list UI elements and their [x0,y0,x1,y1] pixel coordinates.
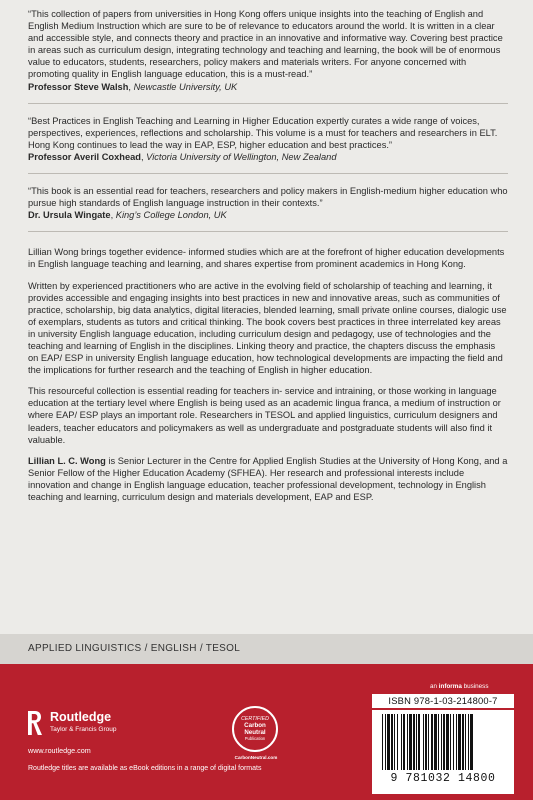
description-paragraph: Written by experienced practitioners who are active in the evolving field of scholarship of teaching and learning, it provides accessible and engaging insights into best practices in new and innovative areas, such as communities of practice, scholarship, big data analytics, digital literacies, blended learning, small private online courses, dialogic use of exemplars, students as tutors and critical thinking. The book covers best practices in three interrelated key areas in university English language education, including curriculum design and pedagogy, use of technologies and the teaching and learning of English in the disciplines. Linking theory and practice, the chapters discuss the emphasis on EAP/ ESP in university English language education, how technological developments are impacting the field and the implications for further research and the teaching of English in higher education. [28,280,507,376]
endorser-name: Professor Averil Coxhead [28,151,141,162]
endorser-affiliation: King’s College London, UK [115,210,227,221]
endorser-affiliation: Newcastle University, UK [133,81,238,92]
subject-category: APPLIED LINGUISTICS / ENGLISH / TESOL [28,643,241,654]
divider [28,231,508,232]
endorsement-attribution: Professor Averil Coxhead, Victoria University of Wellington, New Zealand [28,151,337,162]
endorsement-text: “Best Practices in English Teaching and Learning in Higher Education expertly curates a wide range of voices, perspectives, experiences, reflections and scholarship. This volume is a must for teachers and researchers in ELT. Hong Kong continues to lead the way in EAP, ESP, higher education and best practices.” [28,115,498,150]
isbn-label: ISBN 978-1-03-214800-7 [372,694,514,708]
endorsement-walsh [28,8,508,93]
description-paragraph: This resourceful collection is essential reading for teachers in- service and intraining, or those working in language education at the tertiary level where English is being used as an academic lingua franca, a medium of instruction or where EAP/ ESP plays an important role. Researchers in TESOL and applied linguistics, curriculum designers and leaders, teacher educators and policymakers as well as undergraduate and postgraduate students will also find it valuable. [28,386,501,445]
informa-suffix: business [461,683,489,690]
description-paragraph: Lillian Wong brings together evidence- informed studies which are at the forefront of higher education developments in English language teaching and learning, and shares expertise from prominent academics in Hong Kong. [28,247,505,270]
barcode-bars [380,714,506,772]
carbon-neutral-badge [232,706,278,752]
divider [28,103,508,104]
cover-text [28,8,508,512]
publisher-name: Routledge [50,710,112,724]
badge-publication: Publication [244,736,266,741]
ebook-note: Routledge titles are available as eBook editions in a range of digital formats [28,765,262,772]
endorsement-coxhead [28,115,508,163]
endorser-name: Dr. Ursula Wingate [28,210,111,221]
barcode-icon [372,710,514,794]
endorser-name: Professor Steve Walsh [28,81,129,92]
author-name: Lillian L. C. Wong [28,455,106,466]
author-bio [28,455,508,503]
endorsement-attribution: Dr. Ursula Wingate, King’s College London, UK [28,210,227,221]
badge-title: Carbon Neutral [244,722,266,736]
endorsement-wingate [28,185,508,221]
routledge-r-icon [26,710,44,736]
barcode-digits: 9 781032 14800 [390,772,496,785]
author-bio-text: is Senior Lecturer in the Centre for Applied English Studies at the University of Hong Kong, and a Senior Fellow of the Higher Education Academy (SFHEA). Her research and professional interests include innovation and change in English language education, teacher professional development, technology in English teaching and learning, curriculum design and materials development, EAP and ESP. [28,455,508,502]
publisher-website[interactable]: www.routledge.com [28,746,91,755]
divider [28,173,508,174]
badge-certified: CERTIFIED [241,716,269,722]
informa-prefix: an [430,683,439,690]
badge-website: CarbonNeutral.com [234,755,278,760]
publisher-footer [0,664,533,800]
publisher-subtitle: Taylor & Francis Group [50,726,117,733]
informa-tagline [430,683,488,690]
endorsement-attribution: Professor Steve Walsh, Newcastle University, UK [28,81,238,92]
endorsement-text: “This book is an essential read for teachers, researchers and policy makers in English-medium higher education who pursue high standards of English language instruction in their contexts.” [28,186,508,209]
endorser-affiliation: Victoria University of Wellington, New Zealand [146,151,337,162]
informa-brand: informa [438,683,462,690]
endorsement-text: “This collection of papers from universities in Hong Kong offers unique insights into the teaching of English and English Medium Instruction which are sure to be of relevance to educators around the world. It is written in a clear and accessible style, and connects theory and practice in an innovative and informative way. Covering best practice in areas such as curriculum design, integrating technology and teaching and learning, the book will be of enormous value to educators, students, researchers, policy makers and materials writers. For anyone concerned with promoting quality in English language education, this is a must-read.” [28,9,503,80]
subject-category-band [0,634,533,664]
